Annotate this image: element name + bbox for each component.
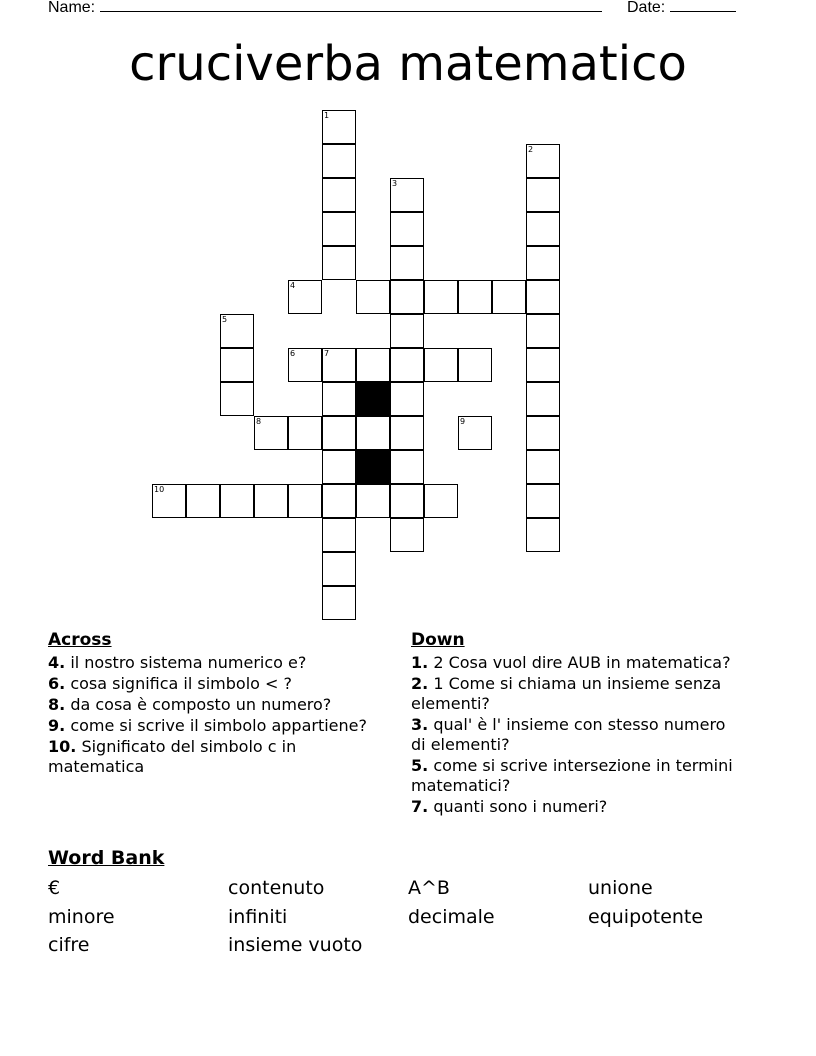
- crossword-cell[interactable]: [424, 280, 458, 314]
- crossword-cell[interactable]: [322, 450, 356, 484]
- crossword-cell[interactable]: [526, 144, 560, 178]
- clue-number-label: 5.: [411, 756, 429, 775]
- crossword-cell[interactable]: [526, 382, 560, 416]
- clue-number-label: 3.: [411, 715, 429, 734]
- crossword-block: [356, 382, 390, 416]
- crossword-cell[interactable]: [390, 280, 424, 314]
- crossword-cell[interactable]: [152, 484, 186, 518]
- word-bank-item: minore: [48, 905, 115, 928]
- crossword-cell[interactable]: [390, 416, 424, 450]
- word-bank-item: decimale: [408, 905, 495, 928]
- crossword-cell[interactable]: [288, 280, 322, 314]
- word-bank-item: €: [48, 877, 61, 899]
- crossword-cell[interactable]: [322, 110, 356, 144]
- clue-number-label: 1.: [411, 653, 429, 672]
- word-bank-item: insieme vuoto: [228, 934, 363, 956]
- crossword-cell[interactable]: [220, 484, 254, 518]
- crossword-cell[interactable]: [322, 518, 356, 552]
- clue-number-label: 2.: [411, 674, 429, 693]
- crossword-cell[interactable]: [322, 178, 356, 212]
- crossword-cell[interactable]: [458, 416, 492, 450]
- crossword-cell[interactable]: [322, 382, 356, 416]
- crossword-cell[interactable]: [390, 450, 424, 484]
- clue-number: 5: [222, 315, 228, 324]
- crossword-cell[interactable]: [322, 586, 356, 620]
- crossword-cell[interactable]: [526, 280, 560, 314]
- crossword-cell[interactable]: [254, 484, 288, 518]
- word-bank-title: Word Bank: [48, 847, 165, 869]
- crossword-cell[interactable]: [322, 348, 356, 382]
- word-bank-item: equipotente: [588, 905, 704, 928]
- crossword-cell[interactable]: [526, 416, 560, 450]
- clue-number: 6: [290, 349, 296, 358]
- crossword-cell[interactable]: [492, 280, 526, 314]
- clue-number: 2: [528, 145, 534, 154]
- crossword-cell[interactable]: [526, 178, 560, 212]
- crossword-cell[interactable]: [322, 212, 356, 246]
- crossword-cell[interactable]: [390, 518, 424, 552]
- clue-text: 1 Come si chiama un insieme senza elementi?: [411, 674, 722, 713]
- name-label: Name:: [48, 0, 96, 16]
- clue-number-label: 10.: [48, 737, 77, 756]
- down-clues: [411, 628, 741, 817]
- crossword-cell[interactable]: [220, 348, 254, 382]
- down-clue: [411, 674, 741, 714]
- clue-number: 1: [324, 111, 330, 120]
- clue-number-label: 6.: [48, 674, 66, 693]
- crossword-cell[interactable]: [322, 144, 356, 178]
- crossword-cell[interactable]: [526, 246, 560, 280]
- clue-text: come si scrive intersezione in termini matematici?: [411, 756, 733, 795]
- crossword-cell[interactable]: [356, 484, 390, 518]
- crossword-cell[interactable]: [458, 348, 492, 382]
- crossword-block: [356, 450, 390, 484]
- crossword-cell[interactable]: [526, 484, 560, 518]
- crossword-cell[interactable]: [186, 484, 220, 518]
- clue-number: 10: [154, 485, 165, 494]
- crossword-cell[interactable]: [458, 280, 492, 314]
- crossword-cell[interactable]: [288, 348, 322, 382]
- crossword-cell[interactable]: [390, 178, 424, 212]
- crossword-cell[interactable]: [356, 348, 390, 382]
- crossword-cell[interactable]: [424, 484, 458, 518]
- crossword-cell[interactable]: [288, 484, 322, 518]
- word-bank-item: cifre: [48, 934, 90, 956]
- crossword-cell[interactable]: [322, 484, 356, 518]
- word-bank-item: contenuto: [228, 877, 325, 899]
- crossword-cell[interactable]: [390, 382, 424, 416]
- clue-number: 3: [392, 179, 398, 188]
- clue-number-label: 7.: [411, 797, 429, 816]
- crossword-cell[interactable]: [390, 212, 424, 246]
- word-bank-item: A^B: [408, 877, 450, 899]
- crossword-cell[interactable]: [424, 348, 458, 382]
- crossword-cell[interactable]: [526, 348, 560, 382]
- across-heading: Across: [48, 630, 112, 650]
- across-clues: [48, 628, 378, 777]
- crossword-cell[interactable]: [322, 552, 356, 586]
- clue-number-label: 8.: [48, 695, 66, 714]
- clue-text: da cosa è composto un numero?: [70, 695, 332, 714]
- across-clue: [48, 716, 378, 736]
- crossword-cell[interactable]: [322, 246, 356, 280]
- clue-number-label: 9.: [48, 716, 66, 735]
- across-clue: [48, 674, 378, 694]
- clue-number: 9: [460, 417, 466, 426]
- down-clue: [411, 653, 741, 673]
- clue-text: qual' è l' insieme con stesso numero di elementi?: [411, 715, 726, 754]
- clue-text: quanti sono i numeri?: [433, 797, 608, 816]
- crossword-cell[interactable]: [288, 416, 322, 450]
- crossword-cell[interactable]: [220, 314, 254, 348]
- word-bank: [48, 846, 788, 960]
- down-heading: Down: [411, 630, 465, 650]
- clue-number-label: 4.: [48, 653, 66, 672]
- down-clue: [411, 797, 741, 817]
- down-clue: [411, 715, 741, 755]
- clue-number: 8: [256, 417, 262, 426]
- clue-text: il nostro sistema numerico e?: [70, 653, 307, 672]
- word-bank-item: infiniti: [228, 905, 288, 928]
- crossword-cell[interactable]: [390, 246, 424, 280]
- crossword-cell[interactable]: [526, 212, 560, 246]
- clue-text: Significato del simbolo c in matematica: [48, 737, 297, 776]
- clue-text: cosa significa il simbolo < ?: [70, 674, 293, 693]
- crossword-cell[interactable]: [356, 416, 390, 450]
- across-clue: [48, 695, 378, 715]
- crossword-cell[interactable]: [526, 518, 560, 552]
- crossword-cell[interactable]: [322, 416, 356, 450]
- page-title: cruciverba matematico: [129, 36, 687, 92]
- word-bank-item: unione: [588, 877, 653, 899]
- date-label: Date:: [627, 0, 666, 16]
- crossword-cell[interactable]: [390, 484, 424, 518]
- crossword-cell[interactable]: [254, 416, 288, 450]
- down-clue: [411, 756, 741, 796]
- across-clue: [48, 737, 378, 777]
- crossword-cell[interactable]: [526, 314, 560, 348]
- crossword-cell[interactable]: [526, 450, 560, 484]
- clue-text: come si scrive il simbolo appartiene?: [70, 716, 367, 735]
- crossword-cell[interactable]: [390, 348, 424, 382]
- across-clue: [48, 653, 378, 673]
- crossword-cell[interactable]: [390, 314, 424, 348]
- crossword-cell[interactable]: [220, 382, 254, 416]
- clue-text: 2 Cosa vuol dire AUB in matematica?: [433, 653, 731, 672]
- clue-number: 7: [324, 349, 330, 358]
- clue-number: 4: [290, 281, 296, 290]
- crossword-cell[interactable]: [356, 280, 390, 314]
